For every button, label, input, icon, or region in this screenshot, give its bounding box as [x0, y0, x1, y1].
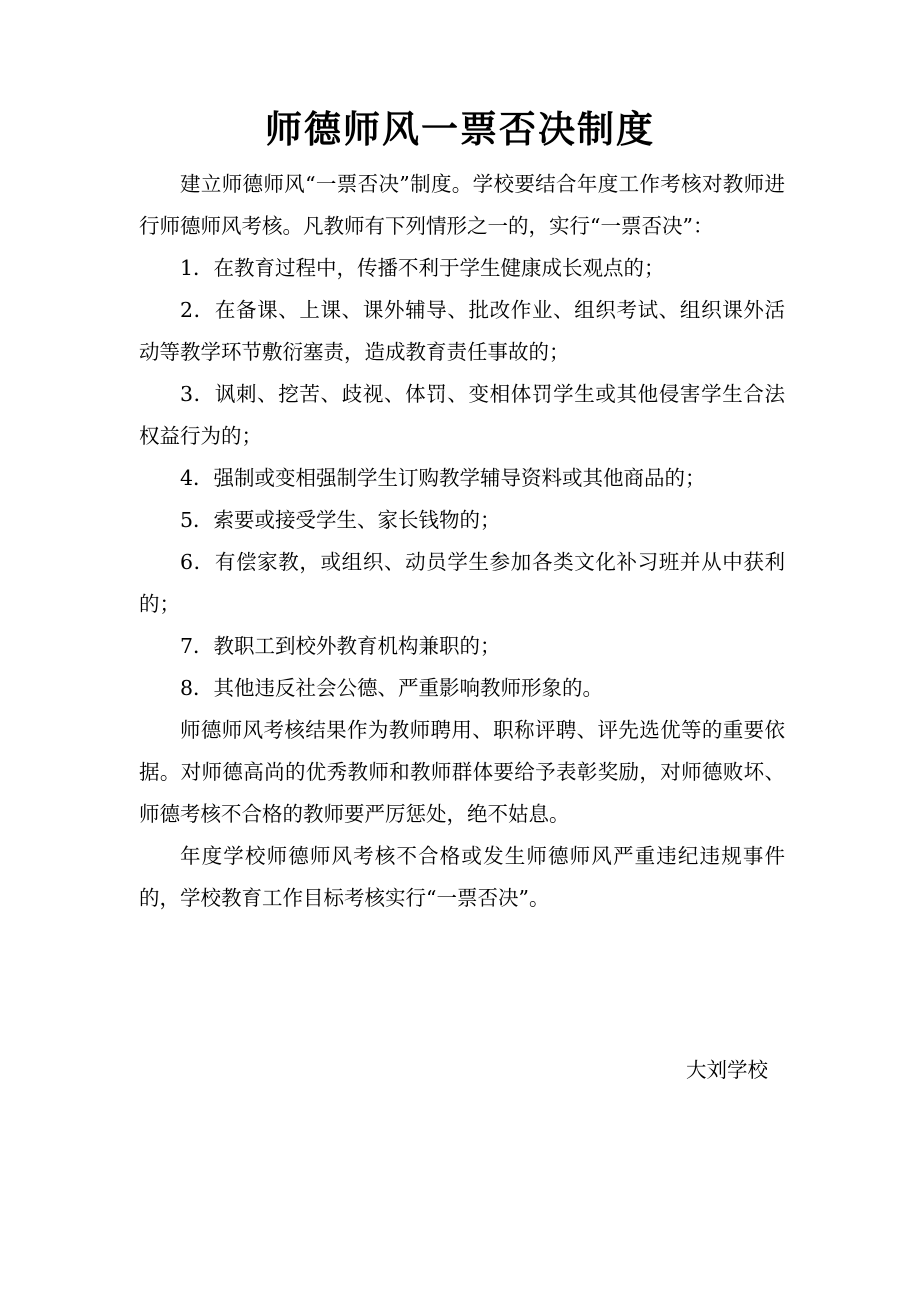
list-item-5: 5．索要或接受学生、家长钱物的；: [180, 508, 501, 532]
list-item-7: 7．教职工到校外教育机构兼职的；: [180, 634, 501, 658]
list-item-1: 1．在教育过程中，传播不利于学生健康成长观点的；: [180, 256, 665, 280]
veto-paragraph: 年度学校师德师风考核不合格或发生师德师风严重违纪违规事件的，学校教育工作目标考核实行“一票否决”。: [139, 844, 785, 910]
school-signature: 大刘学校: [686, 1058, 768, 1082]
document-body: [139, 163, 785, 919]
list-item-2: 2．在备课、上课、课外辅导、批改作业、组织考试、组织课外活动等教学环节敷衍塞责，造成教育责任事故的；: [139, 298, 785, 364]
intro-paragraph: 建立师德师风“一票否决”制度。学校要结合年度工作考核对教师进行师德师风考核。凡教师有下列情形之一的，实行“一票否决”：: [139, 172, 785, 238]
list-item-8: 8．其他违反社会公德、严重影响教师形象的。: [180, 676, 604, 700]
list-item-4: 4．强制或变相强制学生订购教学辅导资料或其他商品的；: [180, 466, 706, 490]
list-item-3: 3．讽刺、挖苦、歧视、体罚、变相体罚学生或其他侵害学生合法权益行为的；: [139, 382, 785, 448]
list-item-6: 6．有偿家教，或组织、动员学生参加各类文化补习班并从中获利的；: [139, 550, 785, 616]
document-title: 师德师风一票否决制度: [265, 108, 655, 151]
assessment-paragraph: 师德师风考核结果作为教师聘用、职称评聘、评先选优等的重要依据。对师德高尚的优秀教师和教师群体要给予表彰奖励，对师德败坏、师德考核不合格的教师要严厉惩处，绝不姑息。: [139, 718, 785, 826]
